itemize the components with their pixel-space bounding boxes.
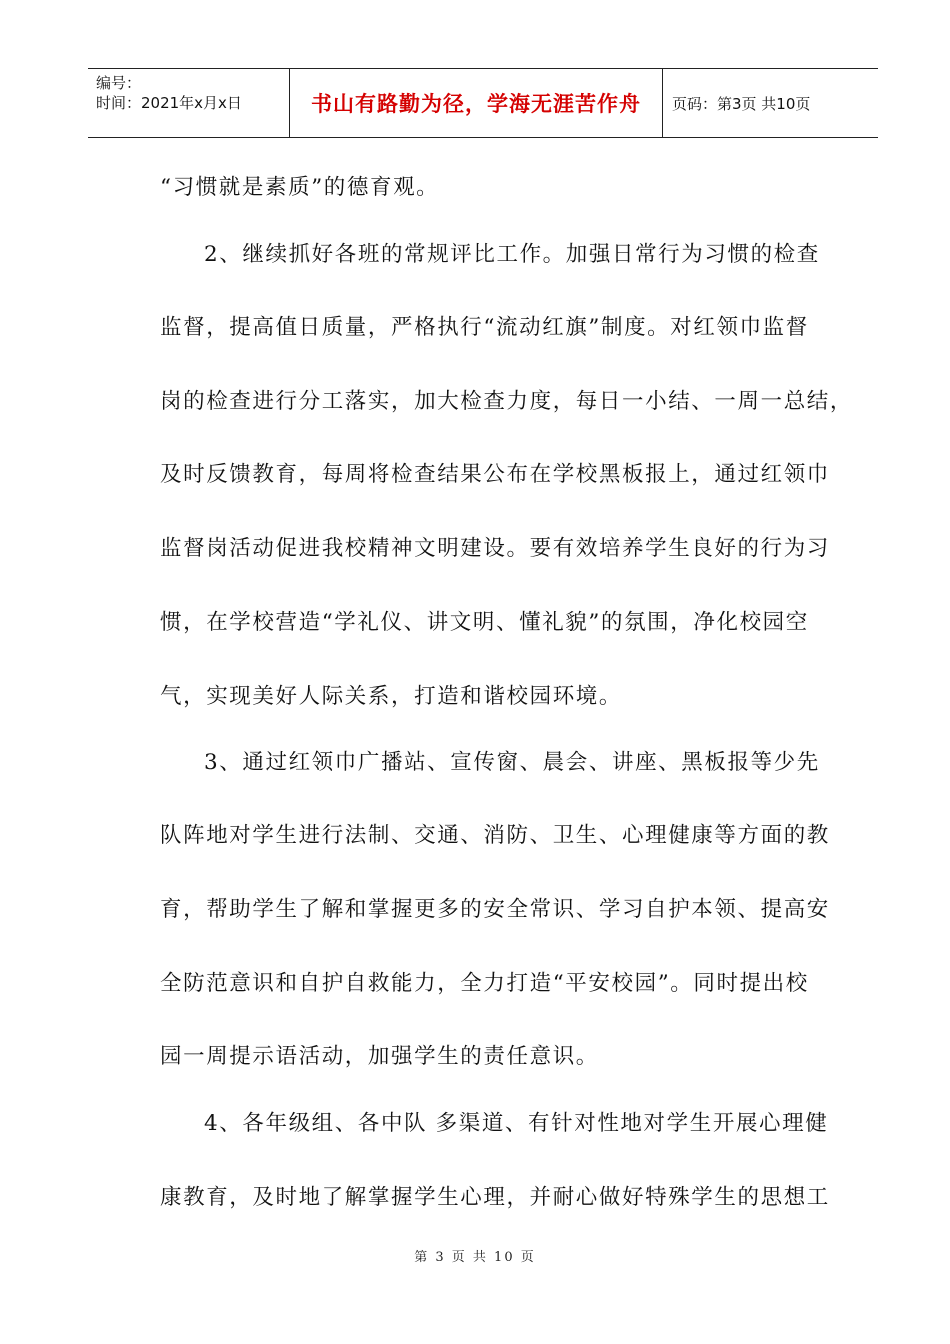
body-line: 育，帮助学生了解和掌握更多的安全常识、学习自护本领、提高安 — [160, 897, 830, 922]
body-line: 气，实现美好人际关系，打造和谐校园环境。 — [160, 684, 623, 709]
body-line: 岗的检查进行分工落实，加大检查力度，每日一小结、一周一总结， — [160, 389, 854, 414]
page-header — [88, 68, 878, 138]
body-line: 全防范意识和自护自救能力，全力打造“平安校园”。同时提出校 — [160, 971, 809, 996]
header-motto-cell — [289, 69, 663, 137]
header-page-cell — [662, 69, 878, 137]
body-line: 康教育，及时地了解掌握学生心理，并耐心做好特殊学生的思想工 — [160, 1185, 830, 1210]
body-line: 监督岗活动促进我校精神文明建设。要有效培养学生良好的行为习 — [160, 536, 830, 561]
header-time-label: 时间：2021年x月x日 — [96, 94, 242, 112]
body-line: 2、继续抓好各班的常规评比工作。加强日常行为习惯的检查 — [204, 242, 820, 267]
header-motto: 书山有路勤为径，学海无涯苦作舟 — [311, 92, 641, 116]
body-line: 监督，提高值日质量，严格执行“流动红旗”制度。对红领巾监督 — [160, 315, 809, 340]
body-line: “习惯就是素质”的德育观。 — [160, 175, 440, 200]
body-line: 园一周提示语活动，加强学生的责任意识。 — [160, 1044, 599, 1069]
body-line: 4、各年级组、各中队 多渠道、有针对性地对学生开展心理健 — [204, 1111, 829, 1136]
body-line: 惯，在学校营造“学礼仪、讲文明、懂礼貌”的氛围，净化校园空 — [160, 610, 809, 635]
page-footer: 第 3 页 共 10 页 — [414, 1250, 536, 1265]
header-number-label: 编号： — [96, 74, 142, 92]
body-line: 3、通过红领巾广播站、宣传窗、晨会、讲座、黑板报等少先 — [204, 750, 820, 775]
body-line: 队阵地对学生进行法制、交通、消防、卫生、心理健康等方面的教 — [160, 823, 830, 848]
header-meta — [88, 69, 288, 137]
header-page-info: 页码：第3页 共10页 — [672, 94, 811, 113]
body-line: 及时反馈教育，每周将检查结果公布在学校黑板报上，通过红领巾 — [160, 462, 830, 487]
